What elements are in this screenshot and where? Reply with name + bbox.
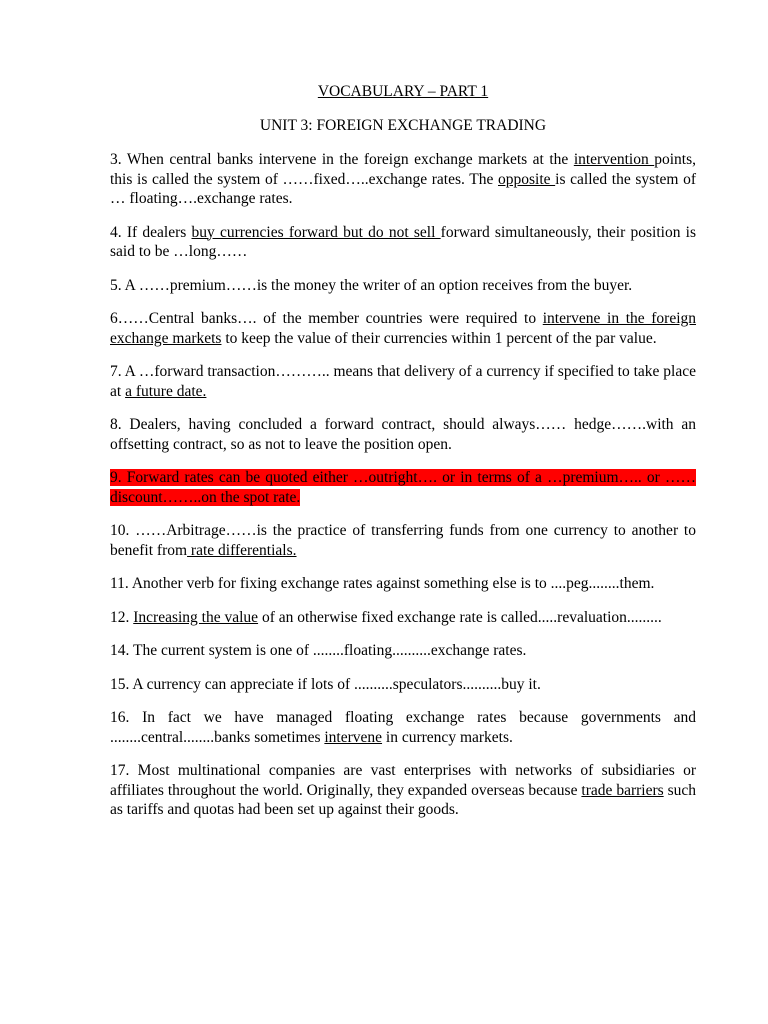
red-highlight: 9. Forward rates can be quoted either …outright…. or in terms of a …premium….. or ……discount……..on the spot rate. (110, 469, 696, 506)
vocab-item-3: 3. When central banks intervene in the foreign exchange markets at the intervention points, this is called the system of ……fixed…..exchange rates. The opposite is called the system of … floating….exchange rates. (110, 151, 696, 207)
vocab-item-15: 15. A currency can appreciate if lots of ..........speculators..........buy it. (110, 675, 541, 693)
underlined-term: intervene (324, 728, 383, 746)
vocab-item-7: 7. A …forward transaction……….. means that delivery of a currency if specified to take place at a future date. (110, 363, 696, 400)
underlined-term: a future date. (125, 382, 207, 400)
vocab-item-14: 14. The current system is one of ........floating..........exchange rates. (110, 642, 527, 659)
vocab-item-12: 12. Increasing the value of an otherwise fixed exchange rate is called.....revaluation......... (110, 608, 662, 626)
vocab-item-5: 5. A ……premium……is the money the writer of an option receives from the buyer. (110, 276, 633, 294)
vocab-item-17: 17. Most multinational companies are vast enterprises with networks of subsidiaries or affiliates throughout the world. Originally, they expanded overseas because trade barriers such as tariffs and quotas had been set up against their goods. (110, 762, 696, 818)
underlined-term: buy currencies forward but do not sell (191, 223, 441, 241)
document-title: VOCABULARY – PART 1 (317, 83, 489, 100)
underlined-term: Increasing the value (133, 608, 259, 626)
underlined-term: intervention (573, 151, 655, 168)
underlined-term: opposite (498, 170, 556, 188)
underlined-term: intervene in the foreign exchange markets (110, 310, 697, 347)
vocab-item-8: 8. Dealers, having concluded a forward contract, should always…… hedge…….with an offsetting contract, so as not to leave the position open. (110, 416, 696, 453)
vocab-item-4: 4. If dealers buy currencies forward but do not sell forward simultaneously, their position is said to be …long…… (110, 223, 696, 260)
vocab-item-9-highlighted (110, 468, 696, 507)
vocab-item-11: 11. Another verb for fixing exchange rates against something else is to ....peg........them. (110, 575, 655, 592)
underlined-term: trade barriers (581, 781, 664, 799)
underlined-term: rate differentials. (187, 541, 297, 559)
vocab-item-16: 16. In fact we have managed floating exchange rates because governments and ........central........banks sometimes intervene in currency markets. (110, 709, 696, 746)
vocab-item-6: 6……Central banks…. of the member countries were required to intervene in the foreign exchange markets to keep the value of their currencies within 1 percent of the par value. (110, 310, 697, 347)
vocab-item-10: 10. ……Arbitrage……is the practice of transferring funds from one currency to another to benefit from rate differentials. (110, 522, 696, 559)
document-subtitle: UNIT 3: FOREIGN EXCHANGE TRADING (259, 117, 547, 134)
